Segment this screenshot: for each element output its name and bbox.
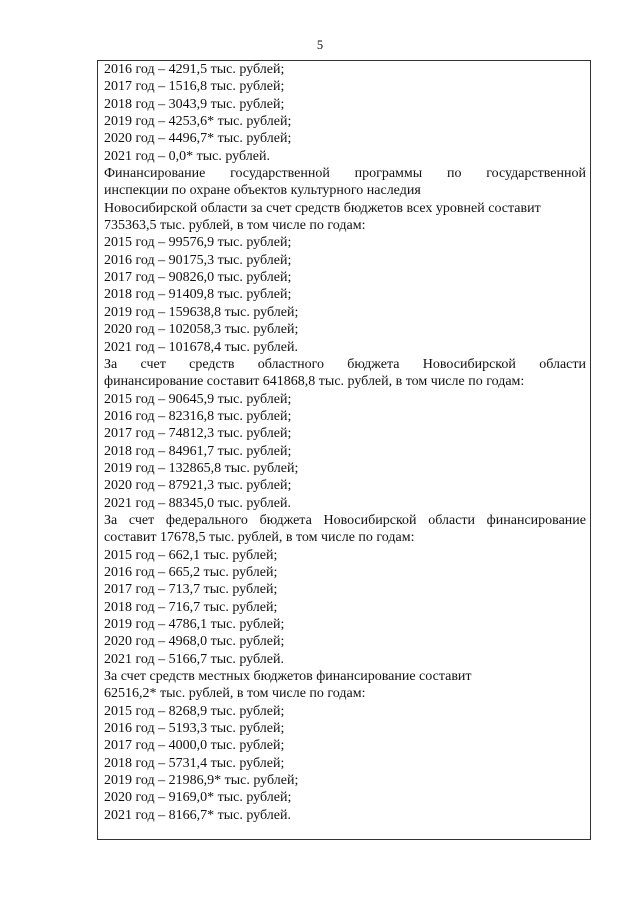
document-line: 2017 год – 90826,0 тыс. рублей; [104, 270, 292, 286]
document-line: 2016 год – 5193,3 тыс. рублей; [104, 721, 285, 737]
document-line: 62516,2* тыс. рублей, в том числе по годам: [104, 686, 366, 702]
document-line: За счет средств местных бюджетов финансирование составит [104, 669, 472, 685]
document-body [104, 61, 586, 824]
document-line: 2015 год – 90645,9 тыс. рублей; [104, 391, 292, 407]
document-line: 2021 год – 5166,7 тыс. рублей. [104, 651, 284, 667]
document-line: 2021 год – 101678,4 тыс. рублей. [104, 339, 298, 355]
document-line: 735363,5 тыс. рублей, в том числе по годам: [104, 218, 366, 234]
document-line: 2016 год – 665,2 тыс. рублей; [104, 564, 278, 580]
page-number: 5 [316, 38, 324, 52]
document-line: инспекции по охране объектов культурного наследия [104, 183, 421, 199]
document-line: 2019 год – 4786,1 тыс. рублей; [104, 617, 285, 632]
document-line: 2015 год – 99576,9 тыс. рублей; [104, 235, 292, 251]
document-line: 2021 год – 0,0* тыс. рублей. [104, 148, 270, 164]
document-line: 2019 год – 159638,8 тыс. рублей; [104, 304, 299, 320]
document-line: 2015 год – 8268,9 тыс. рублей; [104, 703, 285, 719]
document-line: 2015 год – 662,1 тыс. рублей; [104, 547, 278, 563]
document-line: За счет федерального бюджета Новосибирской области финансирование [104, 512, 586, 528]
document-line: составит 17678,5 тыс. рублей, в том числе по годам: [104, 530, 415, 546]
document-line: 2018 год – 716,7 тыс. рублей; [104, 599, 278, 615]
document-line: 2017 год – 713,7 тыс. рублей; [104, 582, 278, 598]
document-line: 2019 год – 4253,6* тыс. рублей; [104, 114, 292, 130]
document-line: 2018 год – 91409,8 тыс. рублей; [104, 287, 292, 303]
document-line: 2017 год – 74812,3 тыс. рублей; [104, 426, 292, 442]
document-line: 2017 год – 1516,8 тыс. рублей; [104, 79, 285, 95]
document-line: 2016 год – 90175,3 тыс. рублей; [104, 252, 292, 268]
document-line: 2020 год – 87921,3 тыс. рублей; [104, 478, 292, 494]
document-line: 2019 год – 21986,9* тыс. рублей; [104, 773, 299, 789]
document-line: 2020 год – 9169,0* тыс. рублей; [104, 790, 292, 806]
document-line: 2020 год – 4496,7* тыс. рублей; [104, 131, 292, 147]
document-line: 2019 год – 132865,8 тыс. рублей; [104, 460, 299, 476]
document-line: 2018 год – 84961,7 тыс. рублей; [104, 443, 292, 459]
document-line: 2017 год – 4000,0 тыс. рублей; [104, 738, 285, 754]
document-line: 2016 год – 4291,5 тыс. рублей; [104, 62, 285, 77]
document-line: 2021 год – 8166,7* тыс. рублей. [104, 807, 291, 823]
document-line: Новосибирской области за счет средств бюджетов всех уровней составит [104, 200, 541, 216]
document-line: Финансирование государственной программы по государственной [104, 166, 586, 182]
document-line: 2018 год – 3043,9 тыс. рублей; [104, 96, 285, 112]
document-line: 2021 год – 88345,0 тыс. рублей. [104, 495, 291, 511]
document-line: 2020 год – 102058,3 тыс. рублей; [104, 322, 299, 338]
document-line: За счет средств областного бюджета Новосибирской области [104, 356, 586, 372]
document-line: 2016 год – 82316,8 тыс. рублей; [104, 408, 292, 424]
document-line: финансирование составит 641868,8 тыс. рублей, в том числе по годам: [104, 374, 525, 390]
document-line: 2018 год – 5731,4 тыс. рублей; [104, 755, 285, 771]
document-line: 2020 год – 4968,0 тыс. рублей; [104, 634, 285, 650]
